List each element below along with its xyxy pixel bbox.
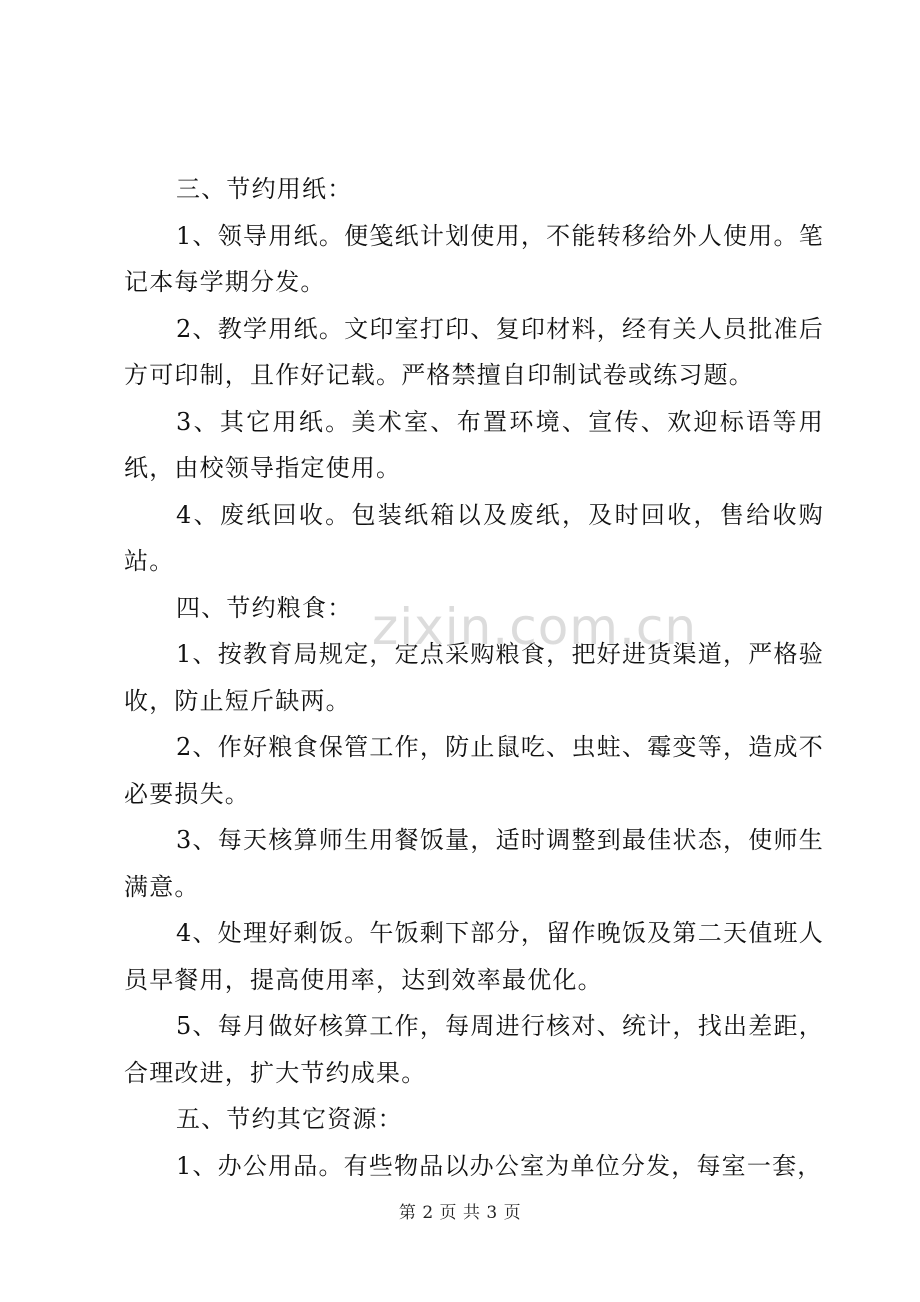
section-heading-other-resources: 五、节约其它资源： bbox=[176, 1105, 403, 1133]
paragraph: 4、废纸回收。包装纸箱以及废纸，及时回收，售给收购站。 bbox=[124, 500, 824, 575]
paragraph: 2、作好粮食保管工作，防止鼠吃、虫蛀、霉变等，造成不必要损失。 bbox=[124, 733, 824, 808]
section-heading-food: 四、节约粮食： bbox=[176, 593, 353, 622]
paragraph: 1、办公用品。有些物品以办公室为单位分发，每室一套， bbox=[176, 1151, 823, 1180]
watermark: zixin.com.cn bbox=[372, 598, 698, 656]
paragraph: 3、其它用纸。美术室、布置环境、宣传、欢迎标语等用纸，由校领导指定使用。 bbox=[124, 407, 824, 482]
paragraph: 1、领导用纸。便笺纸计划使用，不能转移给外人使用。笔记本每学期分发。 bbox=[124, 221, 824, 296]
paragraph: 4、处理好剩饭。午饭剩下部分，留作晚饭及第二天值班人员早餐用，提高使用率，达到效率最优化。 bbox=[124, 919, 824, 994]
paragraph: 3、每天核算师生用餐饭量，适时调整到最佳状态，使师生满意。 bbox=[124, 826, 824, 901]
page-number-footer: 第 2 页 共 3 页 bbox=[398, 1203, 522, 1223]
paragraph: 2、教学用纸。文印室打印、复印材料，经有关人员批准后方可印制，且作好记载。严格禁擅自印制试卷或练习题。 bbox=[124, 314, 824, 389]
paragraph: 5、每月做好核算工作，每周进行核对、统计，找出差距，合理改进，扩大节约成果。 bbox=[124, 1012, 824, 1087]
section-heading-paper: 三、节约用纸： bbox=[176, 175, 353, 203]
document-body bbox=[124, 166, 824, 1189]
paragraph: 1、按教育局规定，定点采购粮食，把好进货渠道，严格验收，防止短斤缺两。 bbox=[124, 640, 824, 715]
